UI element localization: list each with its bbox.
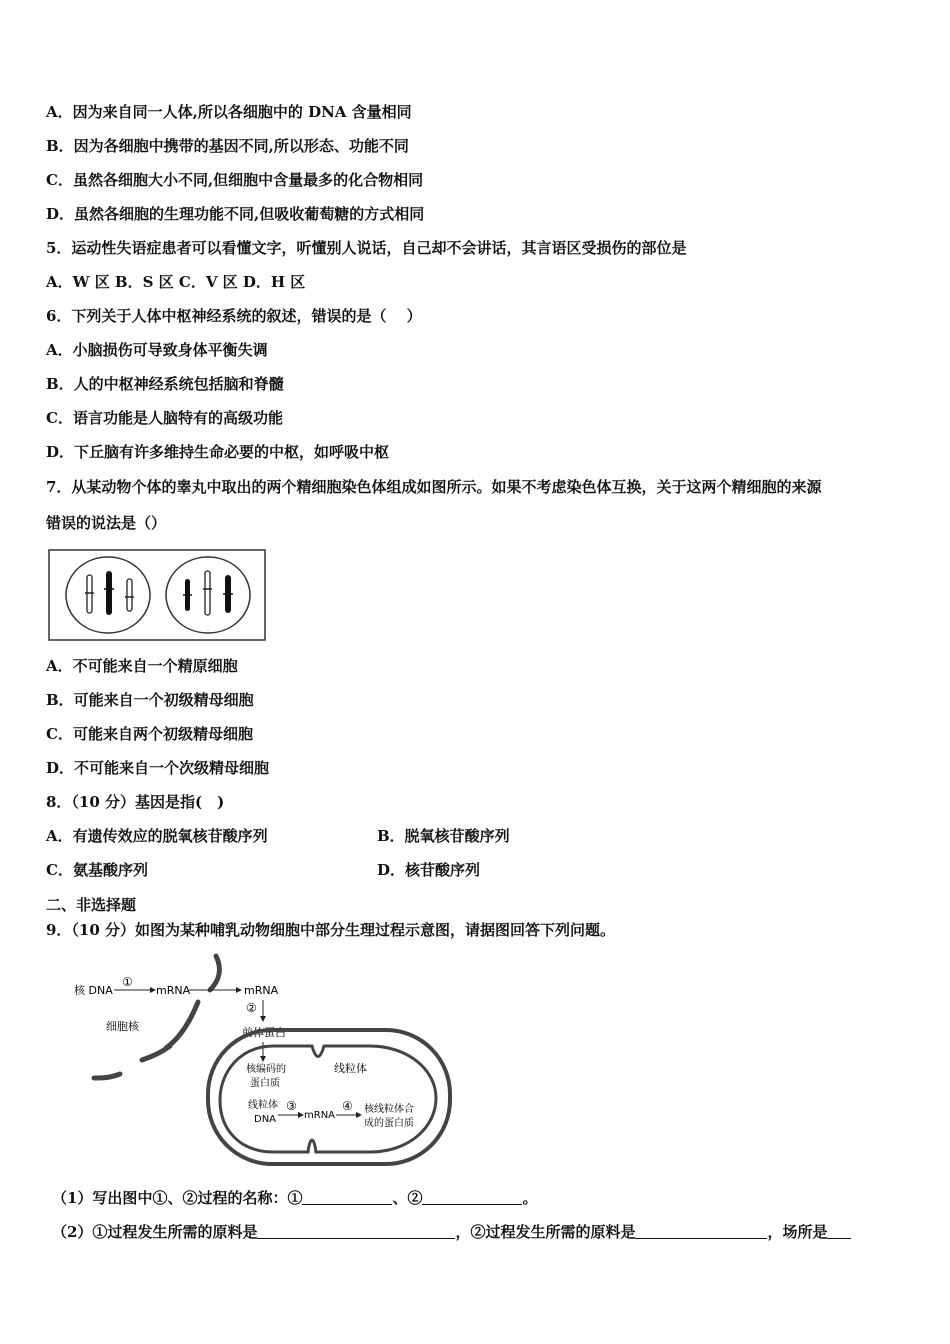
q5-stem: 5．运动性失语症患者可以看懂文字，听懂别人说话，自己却不会讲话，其言语区受损伤的部位是 [46, 239, 687, 257]
chromosome-light [127, 579, 132, 611]
q4-option-b: B．因为各细胞中携带的基因不同,所以形态、功能不同 [46, 137, 409, 155]
q9-sub1 [52, 1188, 537, 1208]
q7-option-a: A．不可能来自一个精原细胞 [46, 657, 238, 675]
label-mitochondrion: 线粒体 [334, 1062, 367, 1075]
label-nuclear-encoded-1: 核编码的 [246, 1064, 286, 1075]
q8-option-c: C．氨基酸序列 [46, 861, 148, 879]
chromosome-light [205, 571, 210, 615]
q6-stem: 6．下列关于人体中枢神经系统的叙述，错误的是（ ） [46, 307, 422, 325]
label-mrna-a: mRNA [156, 984, 191, 997]
q4-option-a: A．因为来自同一人体,所以各细胞中的 DNA 含量相同 [46, 103, 412, 121]
q4-option-c: C．虽然各细胞大小不同,但细胞中含量最多的化合物相同 [46, 171, 424, 189]
label-product-1: 核线粒体合 [364, 1104, 414, 1115]
section-title: 二、非选择题 [46, 896, 137, 914]
q8-option-b: B．脱氧核苷酸序列 [377, 827, 510, 845]
q9-sub2-part3: ，场所是 [767, 1223, 828, 1241]
label-precursor-protein: 前体蛋白 [242, 1026, 286, 1039]
label-step-4: ④ [342, 1099, 353, 1113]
label-nucleus: 细胞核 [106, 1020, 139, 1033]
q7-option-c: C．可能来自两个初级精母细胞 [46, 725, 253, 743]
q7-stem-line2: 错误的说法是（） [46, 514, 167, 532]
q9-sub1-prefix: （1）写出图中①、②过程的名称：① [52, 1189, 303, 1207]
answer-blank[interactable] [302, 1190, 392, 1205]
label-product-2: 成的蛋白质 [364, 1118, 414, 1129]
q7-stem-line1: 7．从某动物个体的睾丸中取出的两个精细胞染色体组成如图所示。如果不考虑染色体互换，关于这两个精细胞的来源 [46, 478, 822, 496]
q8-row-ab [46, 826, 268, 846]
label-nuclear-dna: 核 DNA [74, 984, 113, 997]
q7-option-b: B．可能来自一个初级精母细胞 [46, 691, 254, 709]
q9-sub2-part1: （2）①过程发生所需的原料是 [52, 1223, 258, 1241]
label-nuclear-encoded-2: 蛋白质 [250, 1078, 280, 1089]
label-step-3: ③ [286, 1099, 297, 1113]
label-step-1: ① [122, 975, 133, 989]
nuclear-envelope [166, 1002, 198, 1048]
q6-option-d: D．下丘脑有许多维持生命必要的中枢，如呼吸中枢 [46, 443, 390, 461]
q6-option-c: C．语言功能是人脑特有的高级功能 [46, 409, 283, 427]
mitochondrion-inner-membrane [220, 1046, 436, 1152]
q7-option-d: D．不可能来自一个次级精母细胞 [46, 759, 270, 777]
answer-blank[interactable] [257, 1224, 455, 1239]
nuclear-envelope [210, 956, 219, 990]
mitochondria-diagram [70, 950, 460, 1174]
q6-option-b: B．人的中枢神经系统包括脑和脊髓 [46, 375, 284, 393]
label-mrna-c: mRNA [304, 1110, 336, 1121]
chromosome-dark [106, 571, 112, 615]
q9-sub2-part2: ，②过程发生所需的原料是 [455, 1223, 636, 1241]
label-step-2: ② [246, 1001, 257, 1015]
q4-option-d: D．虽然各细胞的生理功能不同,但吸收葡萄糖的方式相同 [46, 205, 425, 223]
label-mito-dna-1: 线粒体 [248, 1100, 278, 1111]
q9-sub2 [52, 1222, 851, 1242]
q9-stem: 9．（10 分）如图为某种哺乳动物细胞中部分生理过程示意图，请据图回答下列问题。 [46, 921, 616, 939]
q9-sub1-sep: 、② [392, 1189, 423, 1207]
q8-stem: 8．（10 分）基因是指( ) [46, 793, 225, 811]
q8-option-a: A．有遗传效应的脱氧核苷酸序列 [46, 827, 268, 845]
q6-option-a: A．小脑损伤可导致身体平衡失调 [46, 341, 268, 359]
sperm-cells-figure [48, 549, 268, 647]
answer-blank[interactable] [635, 1224, 767, 1239]
q8-option-d: D．核苷酸序列 [377, 861, 481, 879]
label-mrna-b: mRNA [244, 984, 279, 997]
label-mito-dna-2: DNA [254, 1114, 277, 1125]
answer-blank[interactable] [827, 1224, 851, 1239]
q9-sub1-end: 。 [522, 1189, 538, 1207]
answer-blank[interactable] [422, 1190, 522, 1205]
q5-options: A．W 区 B．S 区 C．V 区 D．H 区 [46, 273, 306, 291]
chromosome-light [87, 575, 92, 613]
